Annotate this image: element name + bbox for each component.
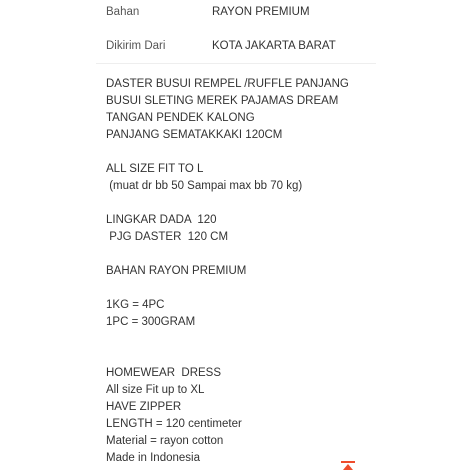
spec-value: KOTA JAKARTA BARAT <box>212 40 336 52</box>
spec-row-dikirim-dari <box>106 38 472 55</box>
description-line <box>106 331 406 348</box>
description-line <box>106 246 406 263</box>
description-line: 1KG = 4PC <box>106 299 165 311</box>
description-line: HAVE ZIPPER <box>106 401 182 413</box>
spec-row-bahan <box>106 4 472 21</box>
description-line: TANGAN PENDEK KALONG <box>106 112 255 124</box>
spec-label: Bahan <box>106 6 140 18</box>
description-line: LENGTH = 120 centimeter <box>106 418 242 430</box>
description-line: HOMEWEAR DRESS <box>106 367 222 379</box>
description-line: Made in Indonesia <box>106 452 200 464</box>
description-line: BAHAN RAYON PREMIUM <box>106 265 247 277</box>
description-line: BUSUI SLETING MEREK PAJAMAS DREAM <box>106 95 339 107</box>
description-line: LINGKAR DADA 120 <box>106 214 217 226</box>
description-line: DASTER BUSUI REMPEL /RUFFLE PANJANG <box>106 78 349 90</box>
description-line: PANJANG SEMATAKKAKI 120CM <box>106 129 283 141</box>
arrow-up-icon[interactable] <box>341 461 355 472</box>
description-line: PJG DASTER 120 CM <box>106 231 229 243</box>
description-line: (muat dr bb 50 Sampai max bb 70 kg) <box>106 180 303 192</box>
product-description <box>106 76 406 467</box>
description-line: All size Fit up to XL <box>106 384 205 396</box>
description-line <box>106 144 406 161</box>
divider <box>96 63 376 64</box>
description-line <box>106 348 406 365</box>
description-line: 1PC = 300GRAM <box>106 316 196 328</box>
description-line <box>106 280 406 297</box>
description-line: ALL SIZE FIT TO L <box>106 163 204 175</box>
spec-value: RAYON PREMIUM <box>212 6 310 18</box>
spec-label: Dikirim Dari <box>106 40 166 52</box>
description-line: Material = rayon cotton <box>106 435 224 447</box>
description-line <box>106 195 406 212</box>
